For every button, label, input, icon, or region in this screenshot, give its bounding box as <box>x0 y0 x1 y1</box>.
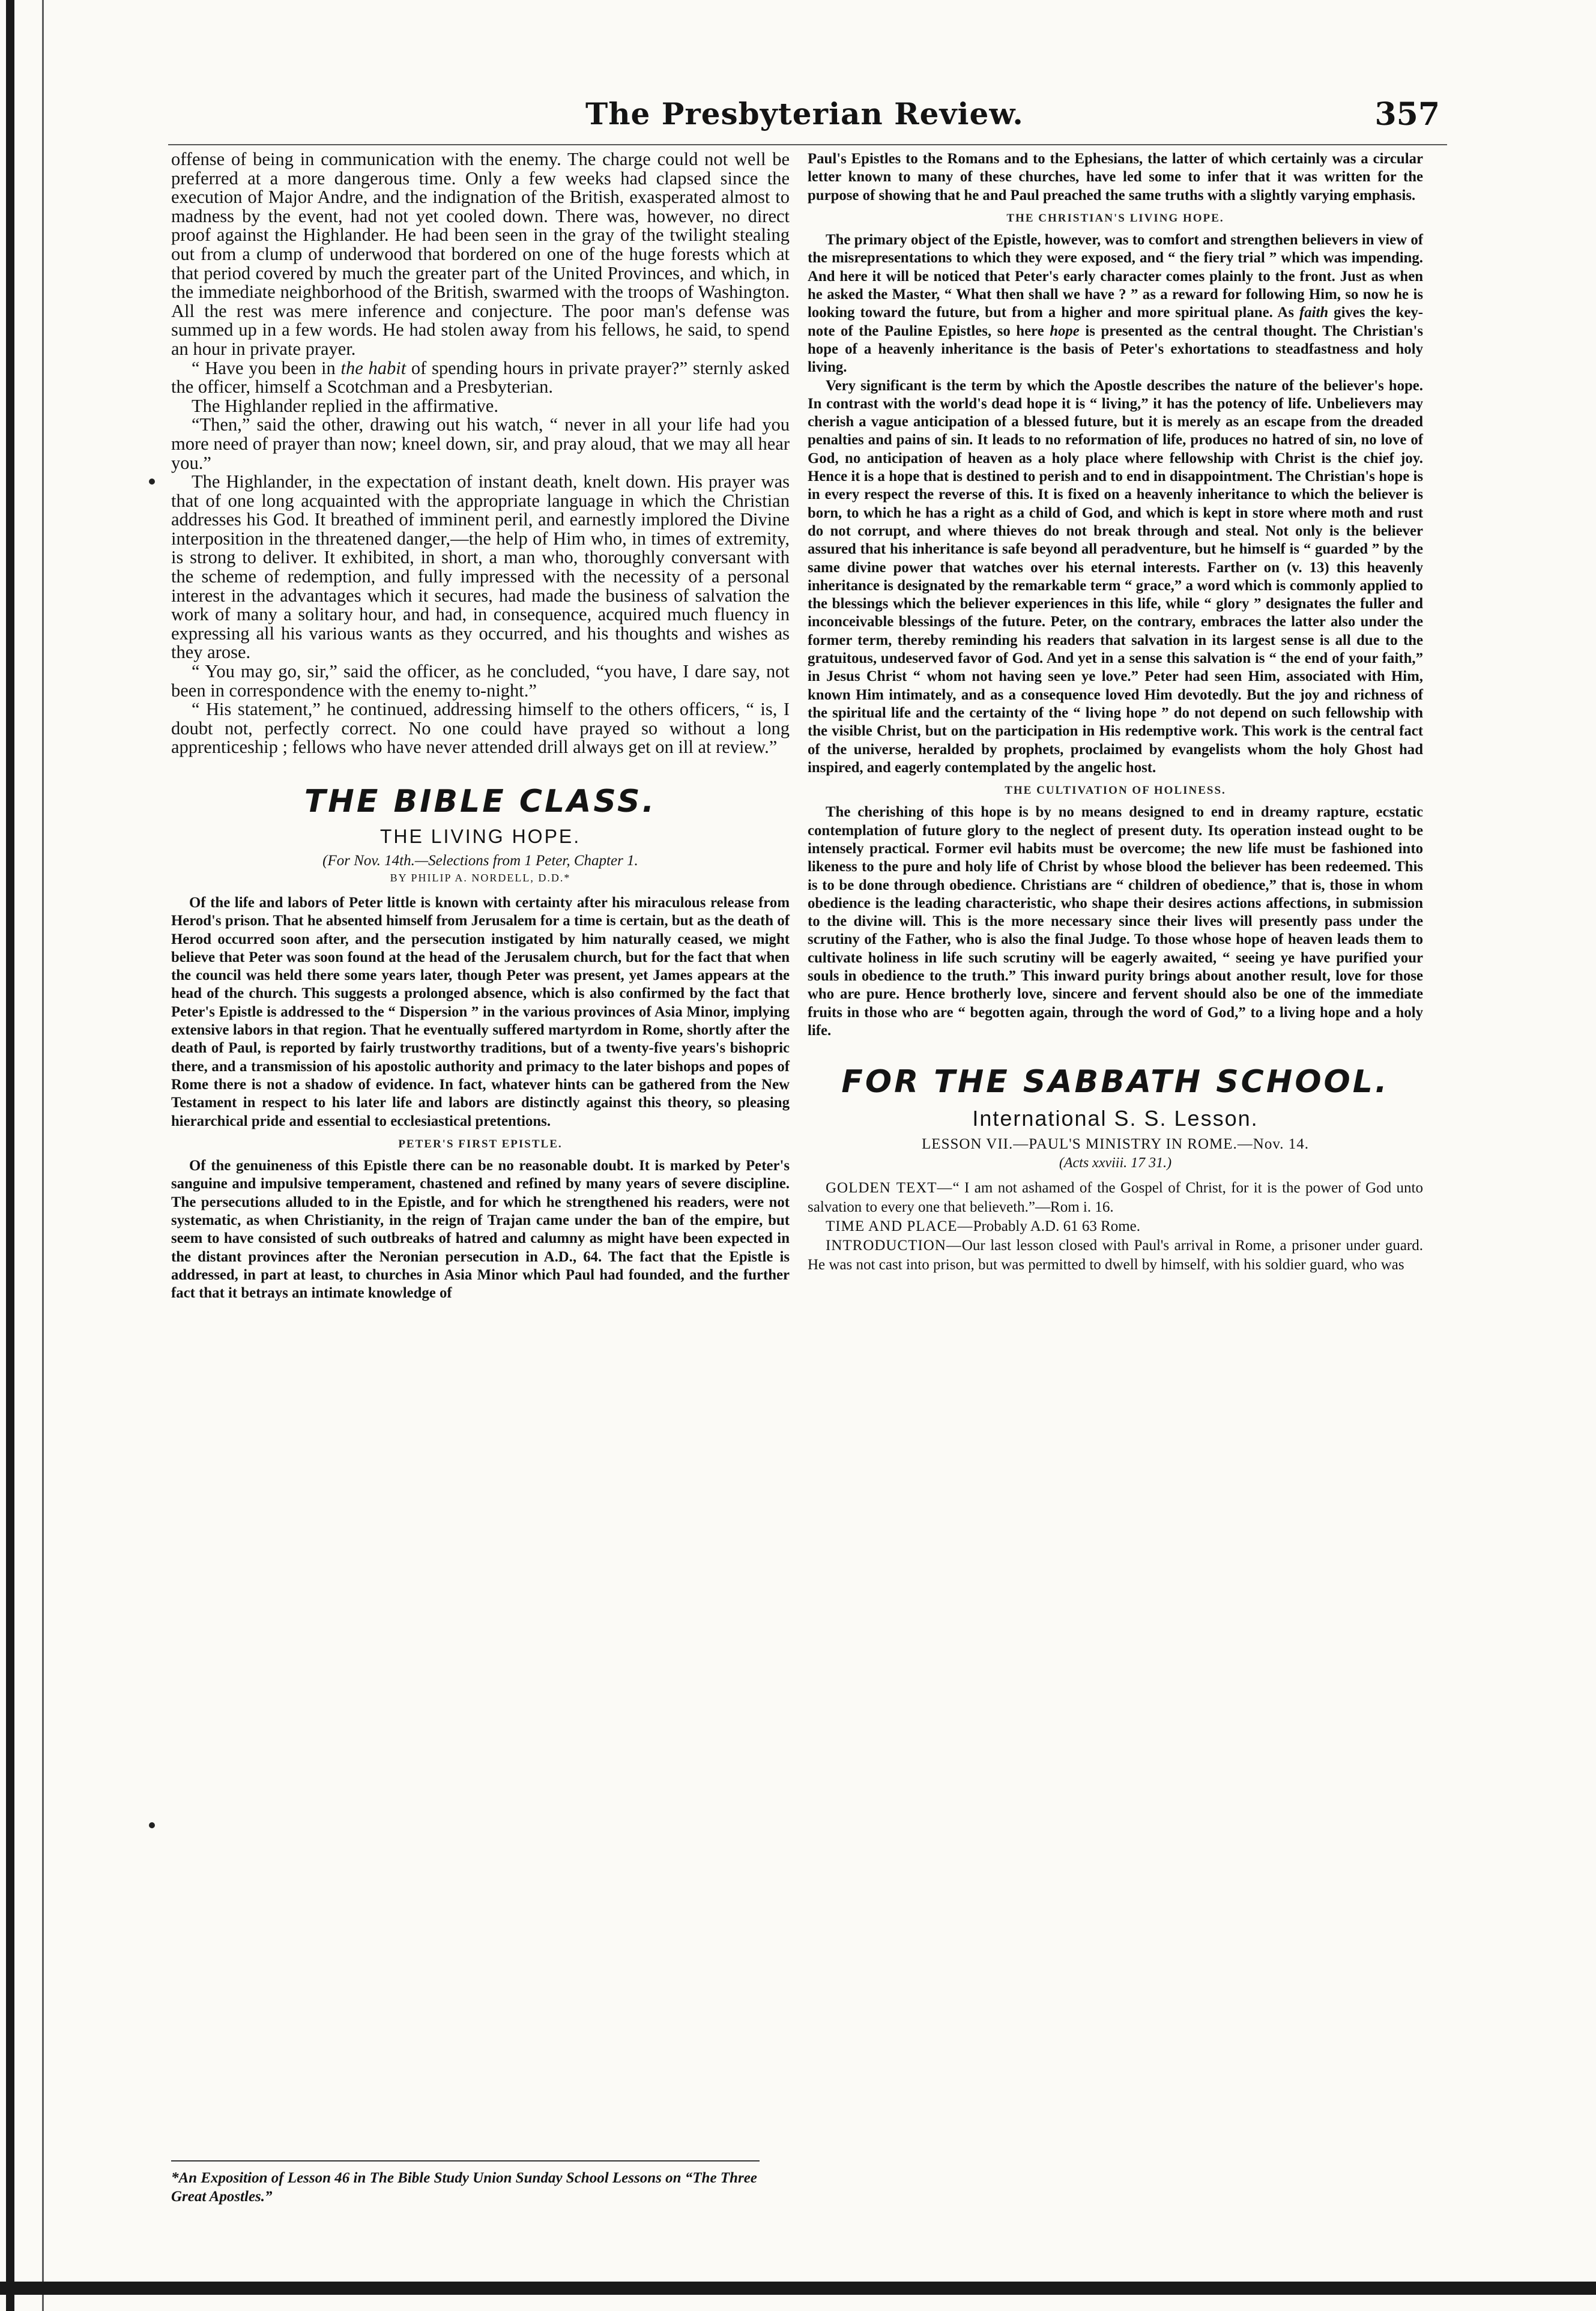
lesson-text <box>808 1179 1423 1275</box>
story-paragraph: “Then,” said the other, drawing out his watch, “ never in all your life had you more need of prayer than now; kneel down, sir, and pray aloud, that we may all hear you.” <box>171 414 790 473</box>
bible-paragraph: Of the genuineness of this Epistle there can be no reasonable doubt. It is marked by Peter's sanguine and impulsive temperament, chastened and refined by many years of severe discipline. The persecutions alluded to in the Epistle, and for which he strengthened his readers, were not systematic, as when Christianity, in the reign of Trajan came under the ban of the empire, but seem to have consisted of such outbreaks of hatred and calumny as might have been expected in the distant provinces after the Neronian persecution in A.D., 64. The fact that the Epistle is addressed, in part at least, to churches in Asia Minor which Paul had founded, and the further fact that it betrays an intimate knowledge of <box>171 1158 790 1302</box>
bible-paragraph: The primary object of the Epistle, however, was to comfort and strengthen believers in view of the misrepresentations to which they were exposed, and “ the fiery trial ” which was impending. And here it will be noticed that Peter's early character comes plainly to the front. Just as when he asked the Master, “ What then shall we have ? ” as a reward for following Him, so now he is looking toward the future, but from a higher and more spiritual plane. As faith gives the key-note of the Pauline Epistles, so here hope is presented as the central thought. The Christian's hope of a heavenly inheritance is the basis of Peter's exhortations to steadfastness and holy living. <box>808 232 1423 376</box>
story-paragraph: “ His statement,” he continued, addressing himself to the others officers, “ is, I doubt not, perfectly correct. No one could have prayed so without a long apprenticeship ; fellows who have never attended drill always get on ill at review.” <box>171 699 790 758</box>
scripture-reference: (Acts xxviii. 17 31.) <box>1059 1155 1172 1171</box>
scan-margin-line <box>42 0 44 2311</box>
bible-paragraph: The cherishing of this hope is by no means designed to end in dreamy rapture, ecstatic contemplation of future glory to the neglect of present duty. Its operation instead ought to be intensely practical. Former evil habits must be overcome; the new life must be fashioned into likeness to the pure and holy life of Christ by whose blood the believer has been redeemed. This is to be done through obedience. Christians are “ children of obedience,” that is, those in whom obedience is the leading characteristic, who shape their desires actions affections, in submission to the divine will. This is the more necessary since their lives will presently pass under the scrutiny of the Father, who is also the final Judge. To those whose hope of heaven leads them to cultivate holiness in life such scrutiny will be eagerly awaited, “ seeing ye have purified your souls in obedience to the truth.” This inward purity brings about another result, love for those who are pure. Hence brotherly love, sincere and fervent should also be one of the immediate fruits in those who are “ begotten again, through the word of God,” to a living hope and a holy life. <box>808 804 1423 1039</box>
bible-class-text <box>171 894 790 1303</box>
running-header-title: The Presbyterian Review. <box>585 96 1024 131</box>
story-paragraph: “ You may go, sir,” said the officer, as he concluded, “you have, I dare say, not been in correspondence with the enemy to-night.” <box>171 661 790 701</box>
bible-paragraph: Very significant is the term by which the Apostle describes the nature of the believer's hope. In contrast with the world's dead hope it is “ living,” it has the potency of life. Unbelievers may cherish a vague anticipation of a blessed future, but it is merely as an escape from the dreaded penalties and pains of sin. It leads to no reformation of life, produces no hatred of sin, no love of God, no anticipation of heaven as a holy place where fellowship with Christ is the chief joy. Hence it is a hope that is destined to perish and to end in disappointment. The Christian's hope is in every respect the reverse of this. It is fixed on a heavenly inheritance to which the believer is born, to which he has a right as a child of God, and which is kept in store where moth and rust do not corrupt, and where thieves do not break through and steal. Not only is the believer assured that his inheritance is safe beyond all peradventure, but he himself is “ guarded ” by the same divine power that watches over his eternal interests. Farther on (v. 13) this heavenly inheritance is designated by the remarkable term “ grace,” a word which is commonly applied to the blessings which the believer experiences in this life, while “ glory ” designates the fuller and inconceivable blessings of the future. Peter, on the contrary, embraces the latter also under the former term, thereby reminding his readers that salvation in its largest sense is all due to the gratuitous, undeserved favor of God. And yet in a sense this salvation is “ the end of your faith,” in Jesus Christ “ whom not having seen ye love.” Peter had seen Him, associated with Him, known Him intimately, and as a consequence loved Him devotedly. But the joy and richness of the spiritual life and the certainty of the “ living hope ” do not depend on such fellowship with the visible Christ, but on the participation in His redemptive work. This work is the central fact of the universe, heralded by prophets, proclaimed by evangelists whom the holy Ghost had inspired, and eagerly contemplated by the angelic host. <box>808 377 1423 776</box>
margin-bullet-2 <box>149 1822 155 1828</box>
margin-bullet-1 <box>149 479 155 485</box>
lesson-title: LESSON VII.—PAUL'S MINISTRY IN ROME.—Nov. 14. <box>922 1136 1309 1153</box>
story-paragraph: The Highlander replied in the affirmative. <box>192 395 498 416</box>
bible-class-heading: THE BIBLE CLASS. <box>304 784 657 820</box>
footnote: *An Exposition of Lesson 46 in The Bible Study Union Sunday School Lessons on “The Three Great Apostles.” <box>171 2170 757 2205</box>
golden-text: GOLDEN TEXT—“ I am not ashamed of the Gospel of Christ, for it is the power of God unto salvation to every one that believeth.”—Rom i. 16. <box>808 1180 1423 1216</box>
epistle-text <box>808 150 1423 1040</box>
footnote-rule <box>171 2160 760 2161</box>
story-paragraph: offense of being in communication with the enemy. The charge could not well be preferred at a more dangerous time. Only a few weeks had clapsed since the execution of Major Andre, and the indignation of the British, exasperated almost to madness by the event, had not yet cooled down. There was, however, no direct proof against the Highlander. He had been seen in the gray of the twilight stealing out from a clump of underwood that bordered on one of the huge forests which at that period covered by much the greater part of the United Provinces, and which, in the immediate neighborhood of the British, swarmed with the troops of Washington. All the rest was mere inference and conjecture. The poor man's defense was summed up in a few words. He had stolen away from his fellows, he said, to spend an hour in private prayer. <box>171 149 790 359</box>
lesson-date-line: (For Nov. 14th.—Selections from 1 Peter, Chapter 1. <box>322 853 638 869</box>
holiness-heading: THE CULTIVATION OF HOLINESS. <box>1005 784 1226 797</box>
time-and-place: TIME AND PLACE—Probably A.D. 61 63 Rome. <box>826 1218 1141 1235</box>
scan-binding-edge <box>6 0 14 2311</box>
story-paragraph: The Highlander, in the expectation of instant death, knelt down. His prayer was that of one long acquainted with the appropriate language in which the Christian addresses his God. It breathed of imminent peril, and earnestly implored the Divine interposition in the threatened danger,—the help of Him who, in times of extremity, is strong to deliver. It exhibited, in short, a man who, thoroughly conversant with the scheme of redemption, and fully impressed with the necessity of a personal interest in the advantages which it secures, had made the business of salvation the work of many a solitary hour, and had, in consequence, acquired much fluency in expressing all his various wants as they occurred, and his thoughts and wishes as they arose. <box>171 471 790 663</box>
right-column <box>808 150 1423 1275</box>
christians-living-hope-heading: THE CHRISTIAN'S LIVING HOPE. <box>1006 211 1224 225</box>
page-number: 357 <box>1374 96 1440 133</box>
bible-paragraph: Of the life and labors of Peter little is known with certainty after his miraculous release from Herod's prison. That he absented himself from Jerusalem for a time is certain, but as the death of Herod occurred soon after, and the persecution instigated by him naturally ceased, we might believe that Peter was soon found at the head of the Jerusalem church, but for the fact that when the council was held there some years later, though Peter was present, yet James appears at the head of the church. This suggests a prolonged absence, which is also confirmed by the fact that Peter's Epistle is addressed to the “ Dispersion ” in the various provinces of Asia Minor, implying extensive labors in that region. That he eventually suffered martyrdom in Rome, shortly after the death of Paul, is reported by fairly trustworthy traditions, but of a twenty-five years's bishopric there, and a transmission of his apostolic authority and primacy to the later bishops and popes of Rome there is not a shadow of evidence. In fact, whatever hints can be gathered from the New Testament in respect to his later life and labors are distinctly against this theory, so pleasing hierarchical pride and essential to ecclesiastical pretentions. <box>171 895 790 1129</box>
left-column <box>171 150 790 1303</box>
sabbath-school-heading: FOR THE SABBATH SCHOOL. <box>841 1064 1389 1101</box>
international-lesson-heading: International S. S. Lesson. <box>972 1106 1259 1131</box>
living-hope-heading: THE LIVING HOPE. <box>379 826 581 847</box>
bible-paragraph: Paul's Epistles to the Romans and to the Ephesians, the latter of which certainly was a circular letter known to many of these churches, have led some to infer that it was written for the purpose of showing that he and Paul preached the same truths with a slightly varying emphasis. <box>808 151 1423 204</box>
author-byline: BY PHILIP A. NORDELL, D.D.* <box>390 872 571 884</box>
story-text <box>171 150 790 757</box>
first-epistle-heading: PETER'S FIRST EPISTLE. <box>398 1137 563 1150</box>
header-rule <box>168 144 1447 145</box>
introduction: INTRODUCTION—Our last lesson closed with Paul's arrival in Rome, a prisoner under guard. He was not cast into prison, but was permitted to dwell by himself, with his soldier guard, who was <box>808 1237 1423 1273</box>
story-paragraph: “ Have you been in the habit of spending hours in private prayer?” sternly asked the officer, himself a Scotchman and a Presbyterian. <box>171 357 790 397</box>
scan-bottom-edge <box>0 2282 1596 2295</box>
